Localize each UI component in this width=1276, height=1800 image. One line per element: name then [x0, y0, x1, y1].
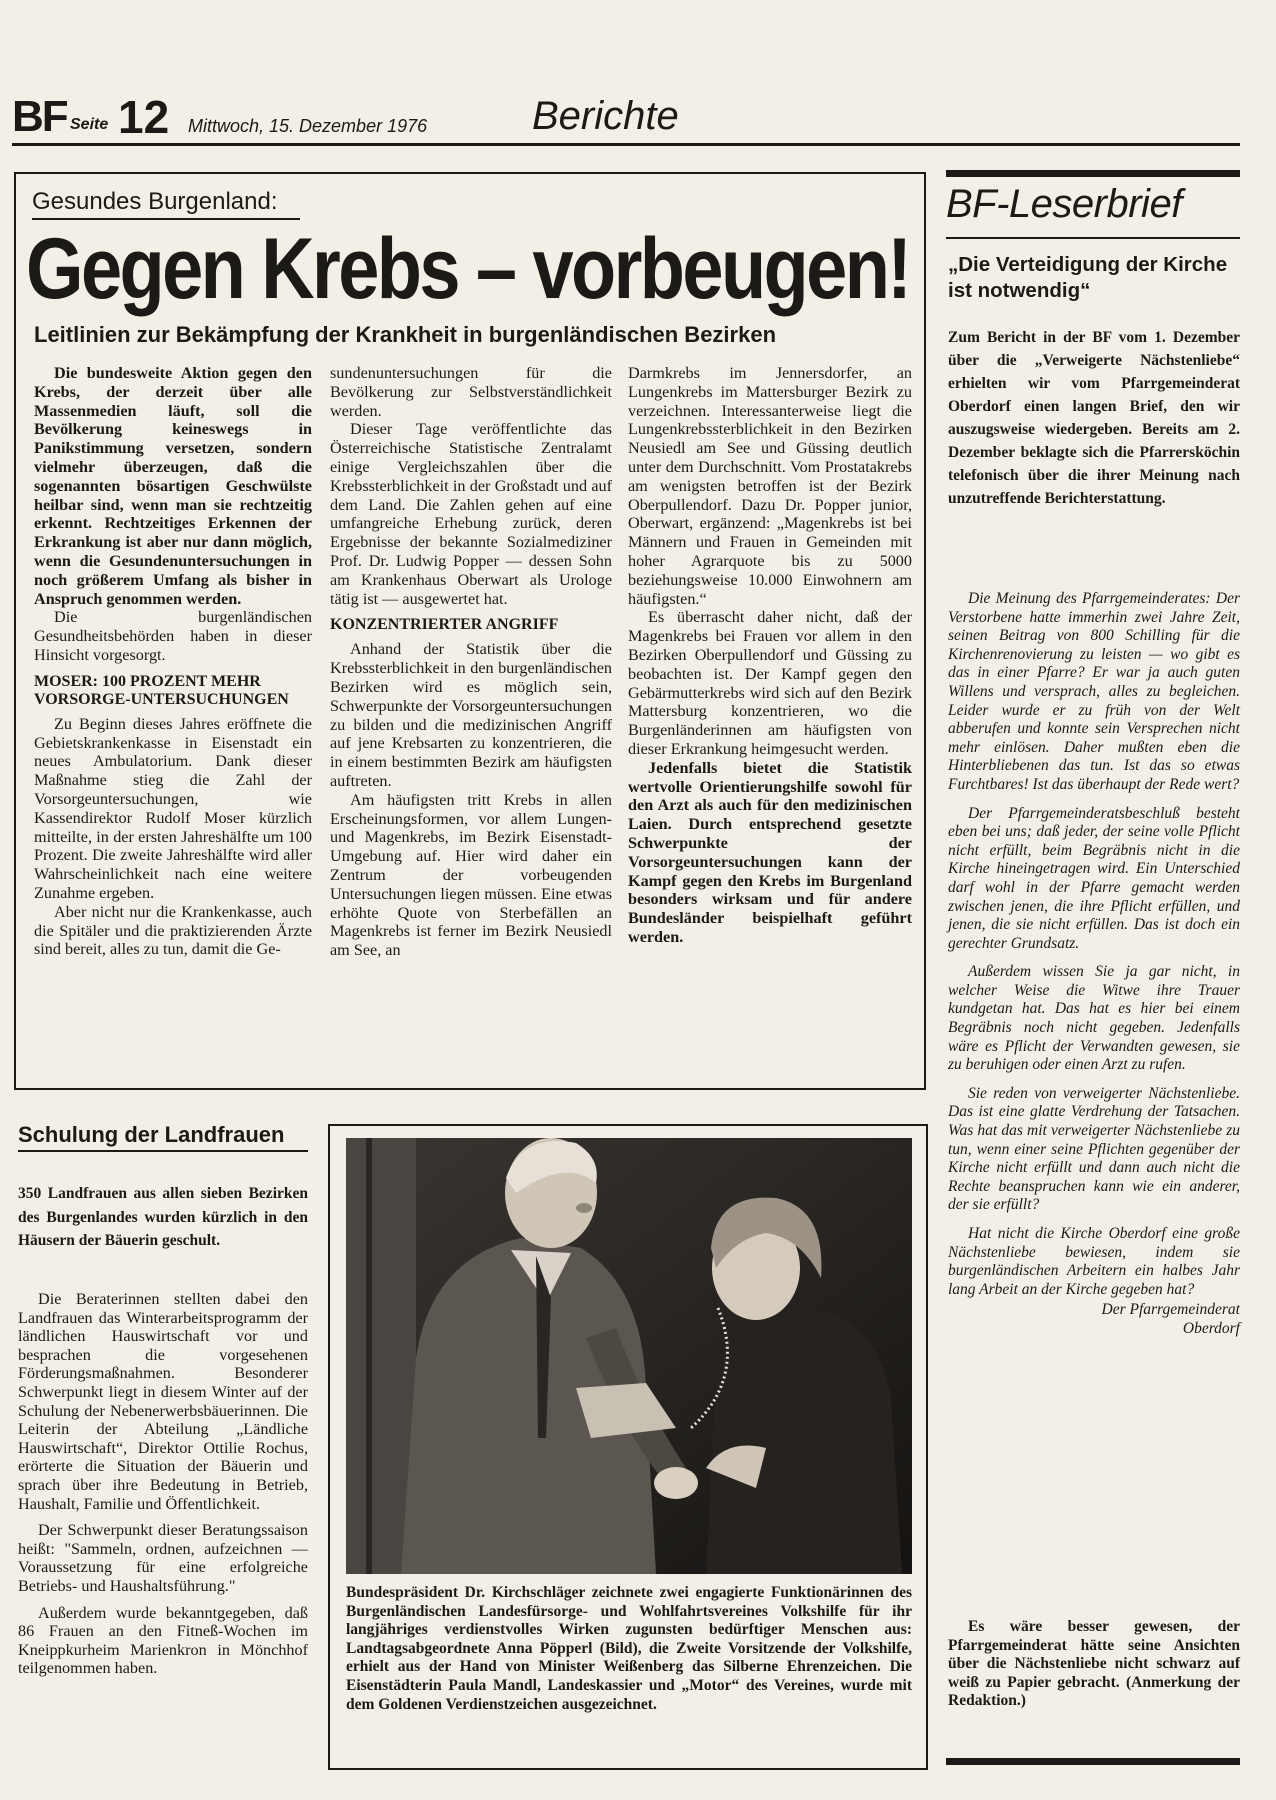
article-column-1: [34, 364, 312, 959]
newspaper-logo: BF: [12, 92, 67, 141]
article-column-2: [330, 364, 612, 960]
schulung-paragraph: Der Schwerpunkt dieser Beratungssaison heißt: "Sammeln, ordnen, aufzeichnen — Voraussetzung für eine erfolgreiche Betriebs- und Haushaltsführung.": [18, 1521, 308, 1595]
leserbrief-intro: Zum Bericht in der BF vom 1. Dezember über die „Verweigerte Nächstenliebe“ erhielten wir vom Pfarrgemeinderat Oberdorf einen langen Brief, den wir auszugsweise wiedergeben. Bereits am 2. Dezember beklagte sich die Pfarrersköchin telefonisch über die ihrer Meinung nach unzutreffende Berichterstattung.: [948, 329, 1240, 507]
page-label: Seite: [70, 116, 109, 133]
article-subheading: MOSER: 100 PROZENT MEHR VORSORGE-UNTERSUCHUNGEN: [34, 672, 289, 708]
article-column-3: [628, 364, 912, 947]
leserbrief-bottom-bar: [946, 1758, 1240, 1765]
article-lead: Die bundesweite Aktion gegen den Krebs, der derzeit über alle Massenmedien läuft, soll die Bevölkerung keineswegs in Panikstimmung versetzen, sondern vielmehr überzeugen, daß die sogenannten bösartigen Geschwülste heilbar sind, wenn man sie rechtzeitig erkennt. Rechtzeitiges Erkennen der Erkrankung ist aber nur dann möglich, wenn die Gesundenuntersuchungen in noch größerem Umfang als bisher in Anspruch genommen werden.: [34, 364, 312, 608]
schulung-paragraph: Außerdem wurde bekanntgegeben, daß 86 Frauen an den Fitneß-Wochen im Kneippkurheim Marienkron in Mönchhof teilgenommen haben.: [18, 1603, 308, 1678]
article-paragraph: Am häufigsten tritt Krebs in allen Erscheinungsformen, vor allem Lungen- und Magenkrebs, im Bezirk Eisenstadt-Umgebung auf. Hier wird daher ein Zentrum der vorbeugenden Untersuchungen liegen müssen. Eine etwas erhöhte Quote von Sterbefällen an Magenkrebs ist ferner im Bezirk Neusiedl am See, an: [330, 790, 612, 960]
article-paragraph: sundenuntersuchungen für die Bevölkerung zur Selbstverständlichkeit werden.: [330, 364, 612, 420]
letter-paragraph: Sie reden von verweigerter Nächstenliebe. Das ist eine glatte Verdrehung der Tatsachen. Was hat das mit verweigerter Nächstenliebe zu tun, wenn einer seine Pflichten gegenüber der Kirche nicht erfüllt und dann auch nicht die Rechte beanspruchen kann wie ein anderer, der sie erfüllt?: [948, 1084, 1240, 1214]
article-subheading: KONZENTRIERTER ANGRIFF: [330, 616, 559, 634]
leserbrief-top-bar: [946, 170, 1240, 177]
page-number: 12: [118, 91, 170, 143]
article-kicker: Gesundes Burgenland:: [32, 188, 300, 220]
header-rule: [12, 143, 1240, 146]
schulung-lead: 350 Landfrauen aus allen sieben Bezirken des Burgenlandes wurden kürzlich in den Häusern der Bäuerin geschult.: [18, 1185, 308, 1249]
leserbrief-headline: „Die Verteidigung der Kirche ist notwendig“: [948, 253, 1228, 302]
article-paragraph: Aber nicht nur die Krankenkasse, auch die Spitäler und die praktizierenden Ärzte sind bereit, alles zu tun, damit die Ge-: [34, 902, 312, 959]
leserbrief-letter: [948, 590, 1240, 1339]
letter-paragraph: Der Pfarrgemeinderatsbeschluß besteht eben bei uns; daß jeder, der seine volle Pflicht nicht erfüllt, beim Begräbnis nicht in die Kirche hineingetragen wird. Ein Unterschied darf wohl in der Pfarre gemacht werden zwischen jenen, die ihre Pflicht erfüllen, und jenen, die sie nicht erfüllen. Das ist doch ein gerechter Grundsatz.: [948, 804, 1240, 952]
schulung-paragraph: Die Beraterinnen stellten dabei den Landfrauen das Winterarbeitsprogramm der ländlichen Hauswirtschaft vor und besprachen die vorgesehenen Förderungsmaßnahmen. Besonderer Schwerpunkt liegt in diesem Winter auf der Schulung der Nebenerwerbsbäuerinnen. Die Leiterin der Abteilung „Ländliche Hauswirtschaft“, Direktor Ottilie Rochus, erörterte die Situation der Bäuerin und sprach über ihre Bedeutung in Betrieb, Haushalt, Familie und Öffentlichkeit.: [18, 1290, 308, 1513]
article-paragraph: Zu Beginn dieses Jahres eröffnete die Gebietskrankenkasse in Eisenstadt ein neues Ambulatorium. Dank dieser Maßnahme stieg die Zahl der Vorsorgeuntersuchungen, wie Kassendirektor Rudolf Moser kürzlich mitteilte, in der ersten Jahreshälfte um 100 Prozent. Die zweite Jahreshälfte wird aller Wahrscheinlichkeit nach eine weitere Zunahme ergeben.: [34, 714, 312, 902]
letter-paragraph: Hat nicht die Kirche Oberdorf eine große Nächstenliebe bewiesen, indem sie burgenländischen Arbeitern ein halbes Jahr lang Arbeit an der Kirche gegeben hat?: [948, 1225, 1240, 1298]
leserbrief-title: BF-Leserbrief: [946, 182, 1182, 226]
letter-signature-line2: Oberdorf: [1182, 1319, 1240, 1337]
article-paragraph: Dieser Tage veröffentlichte das Österreichische Statistische Zentralamt einige Vergleichszahlen über die Krebssterblichkeit in der Großstadt und auf dem Land. Die Zahlen gehen auf eine umfangreiche Erhebung zurück, deren Ergebnisse der bekannte Sozialmediziner Prof. Dr. Ludwig Popper — dessen Sohn am Krankenhaus Oberwart als Urologe tätig ist — ausgewertet hat.: [330, 420, 612, 608]
issue-date: Mittwoch, 15. Dezember 1976: [188, 116, 428, 136]
article-paragraph: Es überrascht daher nicht, daß der Magenkrebs bei Frauen vor allem in den Bezirken Oberpullendorf und Güssing zu beobachten ist. Der Kampf gegen den Gebärmutterkrebs wird sich auf den Bezirk Mattersburg konzentrieren, wo die Burgenländerinnen am häufigsten von dieser Erkrankung heimgesucht werden.: [628, 608, 912, 758]
article-paragraph: Jedenfalls bietet die Statistik wertvolle Orientierungshilfe sowohl für den Arzt als auch für den medizinischen Laien. Durch entsprechend gesetzte Schwerpunkte der Vorsorgeuntersuchungen kann der Kampf gegen den Krebs im Burgenland besonders wirksam und für andere Bundesländer beispielhaft geführt werden.: [628, 758, 912, 946]
editor-note: Es wäre besser gewesen, der Pfarrgemeinderat hätte seine Ansichten über die Nächstenliebe nicht schwarz auf weiß zu Papier gebracht. (Anmerkung der Redaktion.): [948, 1618, 1240, 1710]
award-ceremony-photo: [346, 1138, 912, 1574]
article-headline: Gegen Krebs – vorbeugen!: [26, 221, 910, 317]
article-subheadline: Leitlinien zur Bekämpfung der Krankheit in burgenländischen Bezirken: [34, 322, 777, 347]
article-paragraph: Anhand der Statistik über die Krebssterblichkeit in den burgenländischen Bezirken wird es möglich sein, Schwerpunkte der Vorsorgeuntersuchungen zu bilden und die medizinischen Angriff auf jene Krebsarten zu konzentrieren, die in einem bestimmten Bezirk am häufigsten auftreten.: [330, 640, 612, 790]
letter-paragraph: Außerdem wissen Sie ja gar nicht, in welcher Weise die Witwe ihre Trauer kundgetan hat. Das hat es hier bei einem Begräbnis noch nicht gegeben. Jedenfalls wäre es Pflicht der Verwandten gewesen, sie zu beruhigen oder einen Arzt zu rufen.: [948, 963, 1240, 1074]
leserbrief-rule: [946, 237, 1240, 239]
article-paragraph: Darmkrebs im Jennersdorfer, an Lungenkrebs im Mattersburger Bezirk zu verzeichnen. Interessanterweise liegt die Lungenkrebssterblichkeit in den Bezirken Neusiedl am See und Güssing deutlich unter dem Durchschnitt. Vom Prostatakrebs am wenigsten betroffen ist der Bezirk Oberpullendorf. Dazu Dr. Popper junior, Oberwart, ergänzend: „Magenkrebs ist bei Männern und Frauen in Gemeinden mit hoher Agrarquote bis zu 5000 beziehungsweise 10.000 Einwohnern am häufigsten.“: [628, 364, 912, 608]
photo-caption: Bundespräsident Dr. Kirchschläger zeichnete zwei engagierte Funktionärinnen des Burgenländischen Landesfürsorge- und Wohlfahrtsvereines Volkshilfe für ihr langjähriges verdienstvolles Wirken zugunsten bedürftiger Menschen aus: Landtagsabgeordnete Anna Pöpperl (Bild), die Zweite Vorsitzende der Volkshilfe, erhielt aus der Hand von Minister Weißenberg das Silberne Ehrenzeichen. Die Eisenstädterin Paula Mandl, Landeskassier und „Motor“ des Vereines, wurde mit dem Goldenen Verdienstzeichen ausgezeichnet.: [346, 1584, 912, 1713]
letter-signature-line1: Der Pfarrgemeinderat: [1101, 1301, 1240, 1319]
article-paragraph: Die burgenländischen Gesundheitsbehörden haben in dieser Hinsicht vorgesorgt.: [34, 608, 312, 664]
section-title: Berichte: [532, 94, 679, 138]
schulung-body: [18, 1290, 308, 1686]
letter-paragraph: Die Meinung des Pfarrgemeinderates: Der Verstorbene hatte immerhin zwei Jahre Zeit, seinen Beitrag von 800 Schilling für die Kirchenrenovierung zu leisten — wo gibt es das in einer Pfarre? Er war ja auch guten Willens und versprach, alles zu begleichen. Leider wurde er zu früh von der Welt abberufen und konnte sein Versprechen nicht mehr einlösen. Daher mußten eben die Hinterbliebenen das tun. Ist das so etwas Furchtbares! Ist das überhaupt der Rede wert?: [948, 590, 1240, 793]
schulung-headline: Schulung der Landfrauen: [18, 1122, 308, 1152]
